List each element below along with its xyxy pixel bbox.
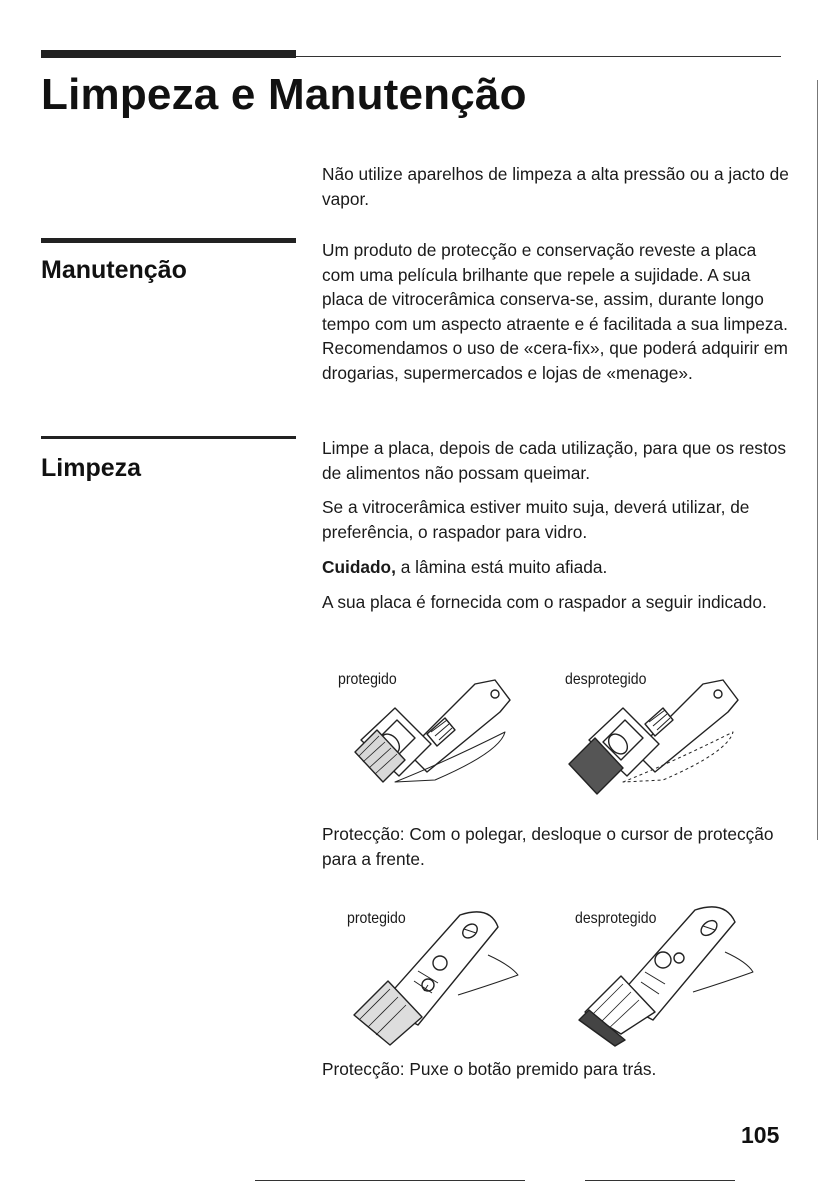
section-title-manutencao: Manutenção [41, 256, 187, 284]
caution-text: a lâmina está muito afiada. [395, 557, 608, 577]
limpeza-bar [41, 436, 296, 439]
fig2-protected-label: protegido [347, 910, 406, 927]
fig1-unprotected-label: desprotegido [565, 671, 647, 688]
section-title-limpeza: Limpeza [41, 454, 142, 482]
flat-scraper-protected-icon [340, 905, 520, 1045]
header-bar [41, 50, 296, 58]
scraper-unprotected-icon [563, 672, 743, 807]
fig2-unprotected-label: desprotegido [575, 910, 657, 927]
flat-scraper-unprotected-icon [575, 900, 755, 1040]
header-rule [296, 56, 781, 57]
scraper-supplied-paragraph: A sua placa é fornecida com o raspador a seguir indicado. [322, 592, 767, 612]
page-number: 105 [741, 1122, 780, 1148]
scan-edge-line [817, 80, 818, 840]
protection-1-paragraph: Protecção: Com o polegar, desloque o cursor de protecção para a frente. [322, 824, 774, 869]
clean-after-use-paragraph: Limpe a placa, depois de cada utilização, para que os restos de alimentos não possam queimar. [322, 438, 787, 483]
protection-2-paragraph: Protecção: Puxe o botão premido para trás. [322, 1059, 657, 1079]
page-title: Limpeza e Manutenção [41, 70, 527, 119]
very-dirty-paragraph: Se a vitrocerâmica estiver muito suja, deverá utilizar, de preferência, o raspador para vidro. [322, 497, 750, 542]
caution-label: Cuidado, [322, 557, 396, 577]
fig1-protected-label: protegido [338, 671, 397, 688]
caution-paragraph [322, 555, 792, 580]
footer-rule-right [585, 1180, 735, 1181]
footer-rule [255, 1180, 525, 1181]
maintenance-paragraph: Um produto de protecção e conservação reveste a placa com uma película brilhante que repele a sujidade. A sua placa de vitrocerâmica conserva-se, assim, durante longo tempo com um aspecto atraente e é facilitada a sua limpeza. Recomendamos o uso de «cera-fix», que poderá adquirir em drogarias, supermercados e lojas de «menage». [322, 240, 788, 383]
manutencao-bar [41, 238, 296, 243]
scraper-protected-icon [335, 672, 515, 802]
pressure-warning-paragraph: Não utilize aparelhos de limpeza a alta pressão ou a jacto de vapor. [322, 164, 789, 209]
